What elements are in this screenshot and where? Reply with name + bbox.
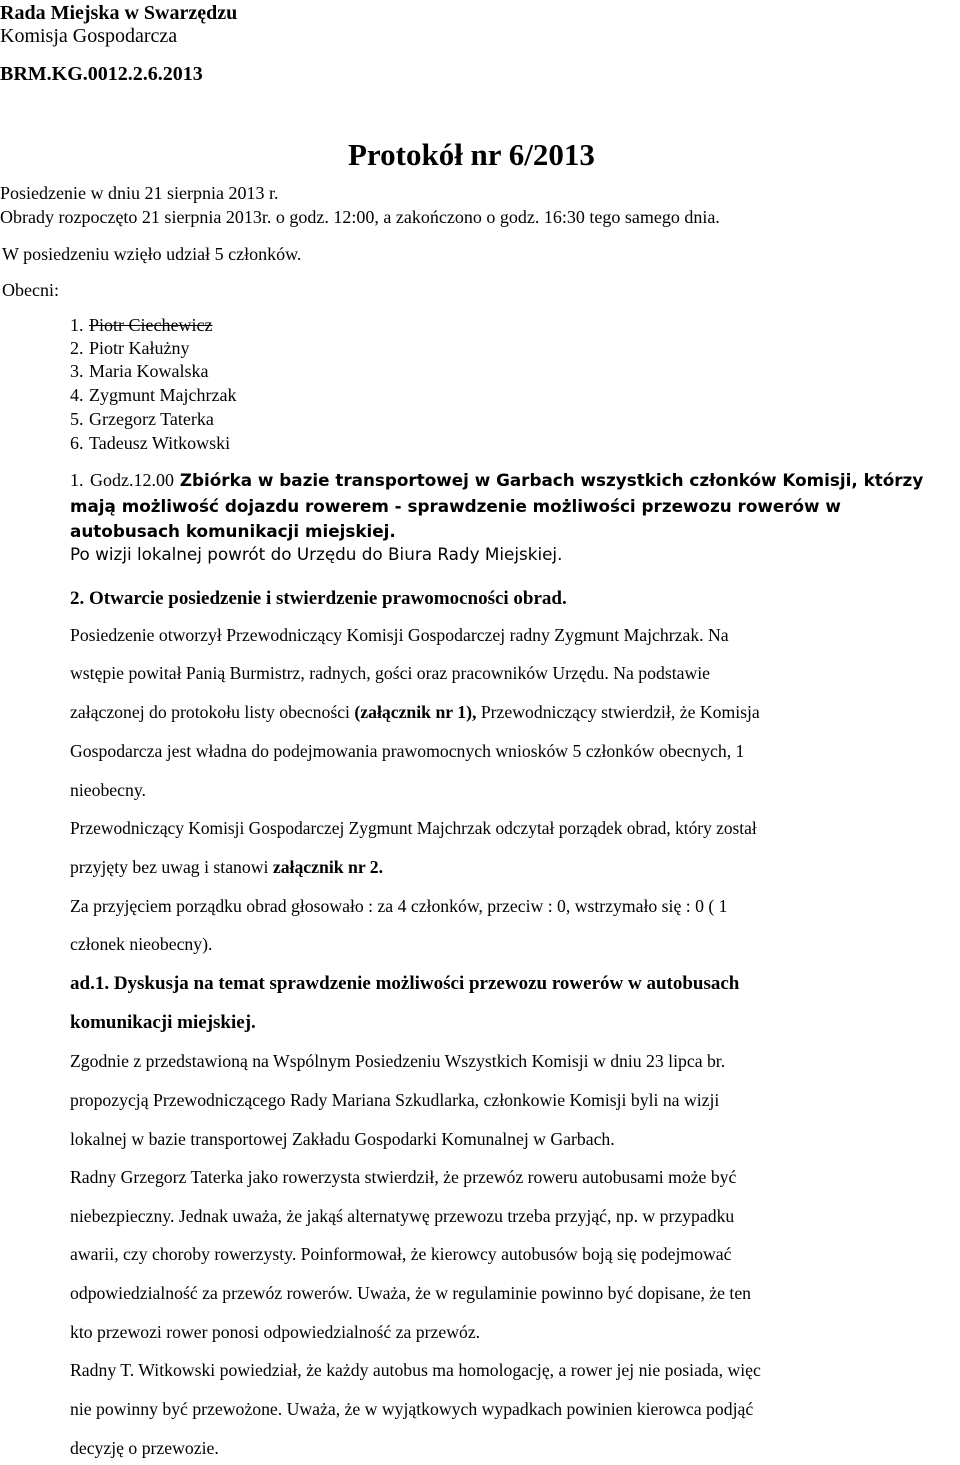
paragraph-line: Zgodnie z przedstawioną na Wspólnym Posiedzeniu Wszystkich Komisji w dniu 23 lipca br. <box>70 1051 726 1071</box>
paragraph-line: decyzję o przewozie. <box>70 1438 219 1458</box>
agenda1-number: 1. <box>70 470 84 490</box>
meeting-hours: Obrady rozpoczęto 21 sierpnia 2013r. o godz. 12:00, a zakończono o godz. 16:30 tego samego dnia. <box>0 207 720 227</box>
text-run: Przewodniczący stwierdził, że Komisja <box>476 702 760 722</box>
paragraph-line: lokalnej w bazie transportowej Zakładu Gospodarki Komunalnej w Garbach. <box>70 1129 615 1149</box>
paragraph-line: Radny Grzegorz Taterka jako rowerzysta stwierdził, że przewóz roweru autobusami może być <box>70 1167 737 1187</box>
text-run: przyjęty bez uwag i stanowi <box>70 857 273 877</box>
paragraph-line: Radny T. Witkowski powiedział, że każdy autobus ma homologację, a rower jej nie posiada, więc <box>70 1360 761 1380</box>
attachment-ref: (załącznik nr 1), <box>354 702 477 722</box>
member-name: Grzegorz Taterka <box>89 409 214 429</box>
paragraph-line: nieobecny. <box>70 780 146 800</box>
paragraph-line: nie powinny być przewożone. Uważa, że w wyjątkowych wypadkach powinien kierowca podjąć <box>70 1399 754 1419</box>
member-name: Maria Kowalska <box>89 361 209 381</box>
agenda1-after: Po wizji lokalnej powrót do Urzędu do Biura Rady Miejskiej. <box>70 544 563 564</box>
list-item <box>70 337 190 359</box>
member-name: Piotr Kałużny <box>89 338 190 358</box>
list-item <box>70 408 214 430</box>
list-number: 5. <box>70 409 84 429</box>
committee-name: Komisja Gospodarcza <box>0 25 178 47</box>
council-name: Rada Miejska w Swarzędzu <box>0 2 238 24</box>
paragraph-line: wstępie powitał Panią Burmistrz, radnych, gości oraz pracowników Urzędu. Na podstawie <box>70 663 711 683</box>
paragraph-line: propozycją Przewodniczącego Rady Mariana Szkudlarka, członkowie Komisji byli na wizji <box>70 1090 720 1110</box>
paragraph-line: Za przyjęciem porządku obrad głosowało : za 4 członków, przeciw : 0, wstrzymało się : 0 ( 1 <box>70 896 728 916</box>
reference-number: BRM.KG.0012.2.6.2013 <box>0 63 203 85</box>
list-item <box>70 314 212 336</box>
list-number: 1. <box>70 315 84 335</box>
list-item <box>70 360 208 382</box>
attachment-ref: załącznik nr 2. <box>272 857 384 877</box>
agenda1-line: autobusach komunikacji miejskiej. <box>70 521 396 541</box>
agenda1-time: Godz.12.00 <box>90 470 174 490</box>
paragraph-line <box>70 856 383 878</box>
list-number: 3. <box>70 361 84 381</box>
ad1-heading: komunikacji miejskiej. <box>70 1012 256 1033</box>
paragraph-line: Posiedzenie otworzył Przewodniczący Komisji Gospodarczej radny Zygmunt Majchrzak. Na <box>70 625 729 645</box>
present-label: Obecni: <box>2 280 59 300</box>
agenda1-line: mają możliwość dojazdu rowerem - sprawdzenie możliwości przewozu rowerów w <box>70 496 841 516</box>
agenda2-heading: 2. Otwarcie posiedzenie i stwierdzenie prawomocności obrad. <box>70 588 567 609</box>
list-number: 2. <box>70 338 84 358</box>
paragraph-line: Gospodarcza jest władna do podejmowania prawomocnych wniosków 5 członków obecnych, 1 <box>70 741 745 761</box>
ad1-heading: ad.1. Dyskusja na temat sprawdzenie możliwości przewozu rowerów w autobusach <box>70 973 740 994</box>
list-item <box>70 432 230 454</box>
agenda1-line: Zbiórka w bazie transportowej w Garbach wszystkich członków Komisji, którzy <box>179 470 924 490</box>
paragraph-line: kto przewozi rower ponosi odpowiedzialność za przewóz. <box>70 1322 481 1342</box>
paragraph-line: członek nieobecny). <box>70 934 213 954</box>
paragraph-line: niebezpieczny. Jednak uważa, że jakąś alternatywę przewozu trzeba przyjąć, np. w przypadku <box>70 1206 735 1226</box>
agenda1-first-line <box>90 469 923 491</box>
text-run: załączonej do protokołu listy obecności <box>70 702 355 722</box>
paragraph-line: awarii, czy choroby rowerzysty. Poinformował, że kierowcy autobusów boją się podejmować <box>70 1244 732 1264</box>
list-number: 4. <box>70 385 84 405</box>
paragraph-line <box>70 701 760 723</box>
list-item <box>70 384 236 406</box>
document-title: Protokół nr 6/2013 <box>348 137 595 172</box>
paragraph-line: Przewodniczący Komisji Gospodarczej Zygmunt Majchrzak odczytał porządek obrad, który został <box>70 818 757 838</box>
paragraph-line: odpowiedzialność za przewóz rowerów. Uważa, że w regulaminie powinno być dopisane, że ten <box>70 1283 752 1303</box>
member-name: Piotr Ciechewicz <box>89 315 213 335</box>
member-name: Zygmunt Majchrzak <box>89 385 237 405</box>
attendance-count: W posiedzeniu wzięło udział 5 członków. <box>2 244 302 264</box>
meeting-date: Posiedzenie w dniu 21 sierpnia 2013 r. <box>0 183 279 203</box>
member-name: Tadeusz Witkowski <box>89 433 231 453</box>
list-number: 6. <box>70 433 84 453</box>
